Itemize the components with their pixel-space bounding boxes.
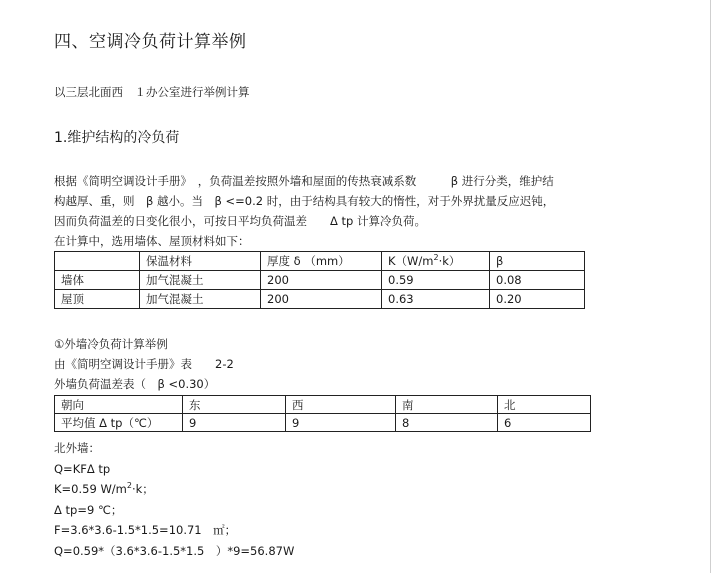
k-value <box>54 481 154 497</box>
table-caption: 外墙负荷温差表（ β <0.30） <box>54 377 216 391</box>
header-cell: β <box>490 252 585 271</box>
calc-label: 北外墙： <box>54 441 100 455</box>
q-result: Q=0.59*（3.6*3.6-1.5*1.5 ）*9=56.87W <box>54 544 295 558</box>
table-cell: 0.20 <box>490 290 585 309</box>
header-k-suffix: ·k） <box>438 254 461 268</box>
table-row <box>55 290 585 309</box>
section-heading: 1.维护结构的冷负荷 <box>54 130 180 146</box>
table-row <box>55 271 585 290</box>
table-header-row <box>55 252 585 271</box>
header-cell <box>55 252 140 271</box>
k-value-exponent: 2 <box>126 481 132 491</box>
header-cell: 保温材料 <box>140 252 261 271</box>
table-cell: 200 <box>261 271 382 290</box>
table-cell: 9 <box>286 414 396 432</box>
area-formula: F=3.6*3.6-1.5*1.5=10.71 ㎡； <box>54 523 237 537</box>
header-cell: 南 <box>396 396 498 414</box>
material-table <box>54 251 585 309</box>
paragraph-line-2: 构越厚、重，则 β 越小。当 β <=0.2 时，由于结构具有较大的惰性，对于外界扰量反应迟钝， <box>54 194 555 208</box>
table-cell: 8 <box>396 414 498 432</box>
table-cell: 6 <box>498 414 591 432</box>
paragraph-line-3: 因而负荷温差的日变化很小，可按日平均负荷温差 Δ tp 计算冷负荷。 <box>54 214 426 228</box>
subsection-title: ①外墙冷负荷计算举例 <box>54 337 168 351</box>
header-cell: 东 <box>183 396 286 414</box>
dtp-value: Δ tp=9 ℃； <box>54 503 123 517</box>
table-cell: 墙体 <box>55 271 140 290</box>
header-cell: 西 <box>286 396 396 414</box>
header-cell: 厚度 δ （mm） <box>261 252 382 271</box>
table-cell: 200 <box>261 290 382 309</box>
table-cell: 加气混凝土 <box>140 271 261 290</box>
table-cell: 0.59 <box>382 271 490 290</box>
q-formula: Q=KFΔ tp <box>54 462 111 476</box>
table-header-row <box>55 396 591 414</box>
temperature-table <box>54 395 591 432</box>
header-k-prefix: K（W/m <box>388 254 434 268</box>
table-cell: 平均值 Δ tp（℃） <box>55 414 183 432</box>
k-value-suffix: ·k； <box>131 482 154 496</box>
paragraph-line-1: 根据《简明空调设计手册》 ，负荷温差按照外墙和屋面的传热衰减系数 β 进行分类，维护结 <box>54 174 554 188</box>
table-cell: 0.08 <box>490 271 585 290</box>
reference-line: 由《简明空调设计手册》表 2-2 <box>54 357 234 371</box>
k-value-prefix: K=0.59 W/m <box>54 482 127 496</box>
paragraph-line-4: 在计算中，选用墙体、屋顶材料如下： <box>54 234 250 248</box>
table-cell: 屋顶 <box>55 290 140 309</box>
table-row <box>55 414 591 432</box>
header-cell: 朝向 <box>55 396 183 414</box>
document-title: 四、空调冷负荷计算举例 <box>54 32 247 52</box>
table-cell: 9 <box>183 414 286 432</box>
table-cell: 加气混凝土 <box>140 290 261 309</box>
table-cell: 0.63 <box>382 290 490 309</box>
page-edge-divider <box>710 0 711 573</box>
header-k-exponent: 2 <box>433 253 439 263</box>
intro-line: 以三层北面西 １办公室进行举例计算 <box>54 85 250 99</box>
header-cell <box>382 252 490 271</box>
header-cell: 北 <box>498 396 591 414</box>
